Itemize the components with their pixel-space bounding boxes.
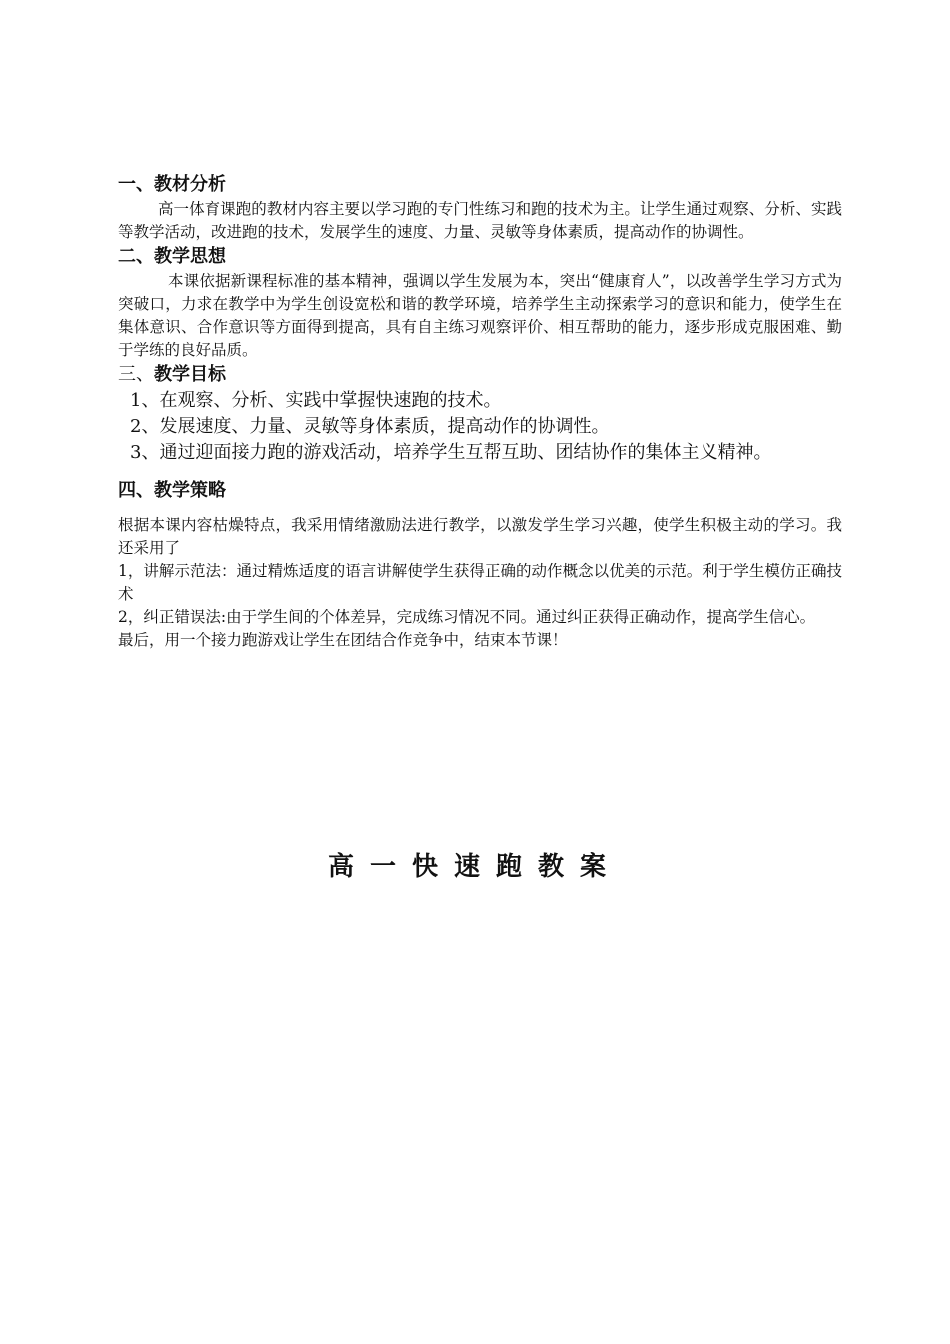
section-heading-teaching-philosophy: 二、教学思想 (118, 246, 226, 267)
heading-label: 教学目标 (154, 364, 226, 385)
section-heading-textbook-analysis: 一、教材分析 (118, 174, 226, 195)
section-text-teaching-philosophy: 本课依据新课程标准的基本精神，强调以学生发展为本，突出“健康育人”，以改善学生学习方式为突破口，力求在教学中为学生创设宽松和谐的教学环境，培养学生主动探索学习的意识和能力，使学生在集体意识、合作意识等方面得到提高，具有自主练习观察评价、相互帮助的能力，逐步形成克服困难、勤于学练的良好品质。 (118, 272, 842, 359)
section-heading-teaching-strategy: 四、教学策略 (118, 480, 226, 501)
strategy-paragraph-2: 1，讲解示范法：通过精炼适度的语言讲解使学生获得正确的动作概念以优美的示范。利于学生模仿正确技术 (118, 562, 842, 603)
goal-item-2: 2、发展速度、力量、灵敏等身体素质，提高动作的协调性。 (130, 416, 610, 437)
heading-number: 三、 (118, 364, 154, 385)
goal-item-3: 3、通过迎面接力跑的游戏活动，培养学生互帮互助、团结协作的集体主义精神。 (130, 442, 772, 463)
strategy-paragraph-3: 2，纠正错误法:由于学生间的个体差异，完成练习情况不同。通过纠正获得正确动作，提高学生信心。 (118, 608, 816, 626)
document-body (118, 172, 842, 652)
section-text-textbook-analysis: 高一体育课跑的教材内容主要以学习跑的专门性练习和跑的技术为主。让学生通过观察、分析、实践等教学活动，改进跑的技术，发展学生的速度、力量、灵敏等身体素质，提高动作的协调性。 (118, 200, 842, 241)
strategy-paragraph-1: 根据本课内容枯燥特点，我采用情绪激励法进行教学，以激发学生学习兴趣，使学生积极主动的学习。我还采用了 (118, 516, 842, 557)
section-heading-teaching-goals (118, 362, 842, 388)
goal-item-1: 1、在观察、分析、实践中掌握快速跑的技术。 (130, 390, 502, 411)
strategy-paragraph-4: 最后，用一个接力跑游戏让学生在团结合作竞争中，结束本节课！ (118, 631, 568, 649)
lesson-plan-title: 高一快速跑教案 (327, 852, 622, 882)
